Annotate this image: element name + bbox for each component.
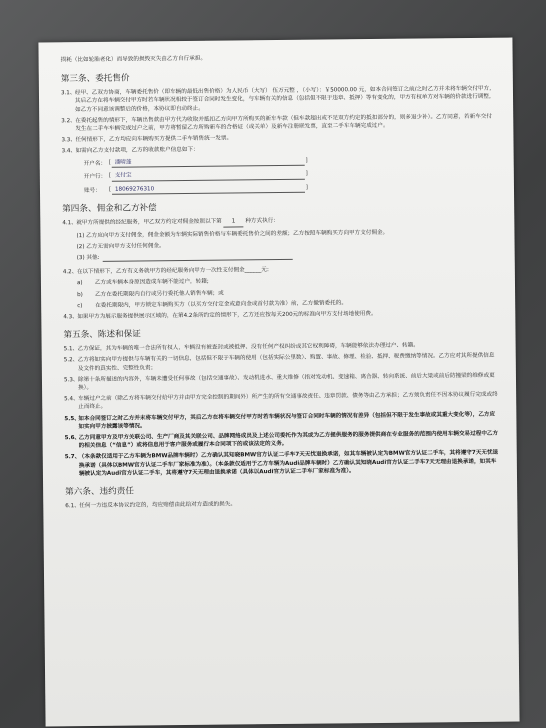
section-4-title: 第四条、佣金和乙方补偿 (62, 203, 157, 215)
clause-6-1 (65, 498, 501, 511)
document-content (61, 52, 502, 514)
document-page (38, 38, 519, 727)
clause-text: （本条款仅适用于乙方车辆为BMW品牌车辆时）乙方确认其知晓BMW官方认证二手车7天无忧退换承诺，如其车辆被认定为BMW官方认证二手车，其将遵守7天无忧退换承诺（具体以BMW官方认证二手车厂家标准为准）。（本条款仅适用于乙方车辆为Audi品牌车辆时）乙方确认其知晓Audi官方认证二手车7天无理由退换承诺，如其车辆被认定为Audi官方认证二手车，其将遵守7天无理由退换承诺（具体以Audi官方认证二手车厂家标准为准）。 (78, 450, 499, 477)
clause-text: 除第十条所描述的内容外，车辆未遭受任何事故（包括交通事故）、发动机进水、重大维修（指对发动机、变速箱、离合器、转向系统、前后大梁或前后防撞梁的维修或更换）。 (77, 372, 495, 392)
clause-text-part: 就甲方所提供的经纪服务，甲乙双方约定对佣金按照以下第 (76, 218, 222, 227)
item-label: b) (77, 291, 83, 298)
commission-option-3 (77, 250, 499, 263)
clause-number: 5.6、 (64, 435, 81, 442)
clause-4-1 (62, 215, 498, 229)
clause-text (76, 215, 498, 229)
clause-text: 在以下情形下，乙方有义务就甲方的经纪服务向甲方一次性支付佣金______元: (76, 267, 269, 276)
clause-number: 3.4、 (61, 148, 77, 155)
clause-3-4 (62, 143, 498, 156)
clause-text: 在委托起售的情形下，车辆出售款由甲方代为收取并抵扣乙方向甲方所购买的新车车款（但车款超出或不足双方约定的抵扣部分的，则多退少补）。乙方同意，若新车交付发生在二手车车辆完成过户之前，甲方将暂留乙方所购新车的合格证（或关单）及新车注册联发票，直至二手车车辆完成过户。 (75, 113, 492, 133)
clause-5-1 (64, 341, 500, 354)
clause-number: 5.7、 (64, 454, 81, 461)
clause-text: 乙方将如实向甲方提供与车辆有关的一切信息，包括但不限于车辆的使用（包括实际公里数）、购置、事故、修理、检验、抵押、税费缴纳等情况。乙方应对其所提供信息及文件的真实性、完整性负责； (77, 353, 495, 372)
bank-name-row (84, 168, 498, 182)
clause-text: 如本合同签订之时乙方并未将车辆交付甲方，其后乙方在将车辆交付甲方时若车辆状况与签订合同时车辆的情况有差异（包括但不限于发生事故或其重大变化等），乙方应如实向甲方披露该等情况。 (78, 411, 496, 430)
option-text: (2) 乙方无需向甲方支付任何佣金。 (76, 243, 165, 250)
item-label: a) (76, 280, 83, 287)
account-holder-label: 开户名： (83, 160, 107, 167)
clause-text: 如果甲方为展示服务提供展示区域的，在第4.2条所约定的情形下，乙方还应按每天200元的标准向甲方支付场地使用费。 (77, 311, 377, 321)
clause-5-3 (64, 372, 500, 393)
clause-number: 3.3、 (61, 137, 76, 144)
clause-number: 4.1、 (62, 220, 77, 227)
account-holder-value: [ 潘晴蓬 ] (112, 156, 305, 168)
clause-4-2-b (77, 286, 499, 299)
section-3-title: 第三条、委托售价 (60, 73, 130, 85)
clause-text: 经甲、乙双方协商，车辆委托售价（即车辆的最低出售价格）为人民币（大写） 伍万元整 ，（小写）：￥50000.00 元，如本合同签订之前/之时乙方并未将车辆交付甲方，其后乙方在将车辆交付甲方时若车辆状况相较于签订合同时发生变化，与车辆有关的信息（包括但不限于违章、抵押）等有变化的，甲方有权单方对车辆的价款进行调整，如乙方不同意该调整后的价格，本协议即自动终止。 (74, 85, 495, 113)
clause-3-2 (61, 113, 497, 134)
clause-text: 乙方同意甲方及甲方关联公司、生产厂商及其关联公司、品牌网络成员及上述公司委托作为其或为乙方提供服务的服务提供商在专业服务的范围内使用车辆交易过程中乙方的相关信息（“信息”）或将信息用于客户服务或履行本合同项下的或该法定的义务。 (78, 430, 499, 450)
clause-number: 4.3、 (63, 314, 78, 321)
section-5-title: 第五条、陈述和保证 (63, 329, 141, 341)
clause-number: 3.1、 (60, 90, 76, 97)
option-label: (3) 其他: (76, 254, 100, 262)
item-text: 乙方在委托期限内自行或另行委托他人销售车辆；或 (95, 290, 224, 298)
commission-option-1 (76, 227, 498, 240)
clause-text-part: 种方式执行： (245, 218, 279, 225)
clause-number: 4.2、 (62, 269, 78, 276)
commission-option-2 (77, 239, 499, 252)
clause-5-2 (64, 352, 500, 373)
clause-5-7 (65, 449, 501, 478)
option-number-blank: 1 (224, 218, 244, 227)
clause-number: 5.4、 (64, 396, 79, 403)
option-text (77, 250, 499, 263)
bank-account-info (84, 154, 498, 195)
clause-text: 任何情形下，乙方均应向车辆购买方提供二手车销售统一发票。 (75, 135, 233, 144)
clause-number: 6.1、 (65, 503, 80, 510)
bank-name-label: 开户行： (83, 174, 107, 181)
clause-3-3 (61, 132, 497, 145)
other-blank-line (103, 259, 293, 262)
section-6-title: 第六条、违约责任 (65, 486, 134, 498)
account-number-row (84, 182, 498, 196)
clause-4-2-c (77, 298, 499, 311)
clause-number: 5.5、 (64, 415, 80, 422)
clause-3-1 (61, 85, 497, 114)
clause-text: 任何一方违反本协议约定的，均应赔偿由此给对方造成的损失。 (79, 501, 236, 510)
clause-5-6 (65, 430, 501, 451)
clause-4-3 (63, 309, 499, 322)
item-text: 在委托期限内，甲方锁定车辆购买方（以买方交付定金或意向金或首付款为准）前，乙方撤销委托的。 (95, 300, 347, 309)
account-number-label: 账号： (83, 187, 101, 194)
item-text: 乙方或车辆本身原因造成车辆不能过户，转籍; (94, 279, 209, 287)
item-label: c) (77, 302, 83, 309)
clause-text: 乙方保证，其为车辆的唯一合法所有权人，车辆没有被查封或被抵押、没有任何产权纠纷或其它权利障碍，车辆能够依法办理过户、转籍。 (77, 342, 419, 353)
clause-5-4 (64, 391, 500, 412)
clause-text: 如需向乙方支付款项，乙方的收款账户信息如下： (75, 147, 199, 155)
account-number-value: [ 18069276310 ] (112, 184, 305, 196)
carryover-text: 损耗（比如轮胎老化）而导致的损毁灭失由乙方自行承担。 (60, 55, 207, 64)
account-holder-row (84, 154, 498, 168)
clause-4-2-a (77, 275, 499, 288)
bank-name-value: [ 支付宝 ] (112, 170, 305, 182)
clause-number: 5.3、 (63, 376, 79, 384)
clause-5-5 (64, 410, 500, 431)
option-text: (1) 乙方应向甲方支付佣金，佣金金额为车辆实际销售价格与车辆委托售价之间的差额；乙方按照车辆购买方向甲方支付佣金。 (76, 229, 389, 239)
clause-number: 5.2、 (63, 357, 79, 364)
clause-4-2 (63, 264, 499, 277)
clause-number: 3.2、 (61, 117, 76, 125)
clause-number: 5.1、 (63, 346, 79, 353)
clause-text: 车辆过户之前（除乙方将车辆交付给甲方并由甲方完全控制的期间外）所产生的所有交通事故责任、违章罚款、债务等由乙方承担；乙方须负责任不因本协议履行完成或终止而终止。 (78, 391, 498, 411)
